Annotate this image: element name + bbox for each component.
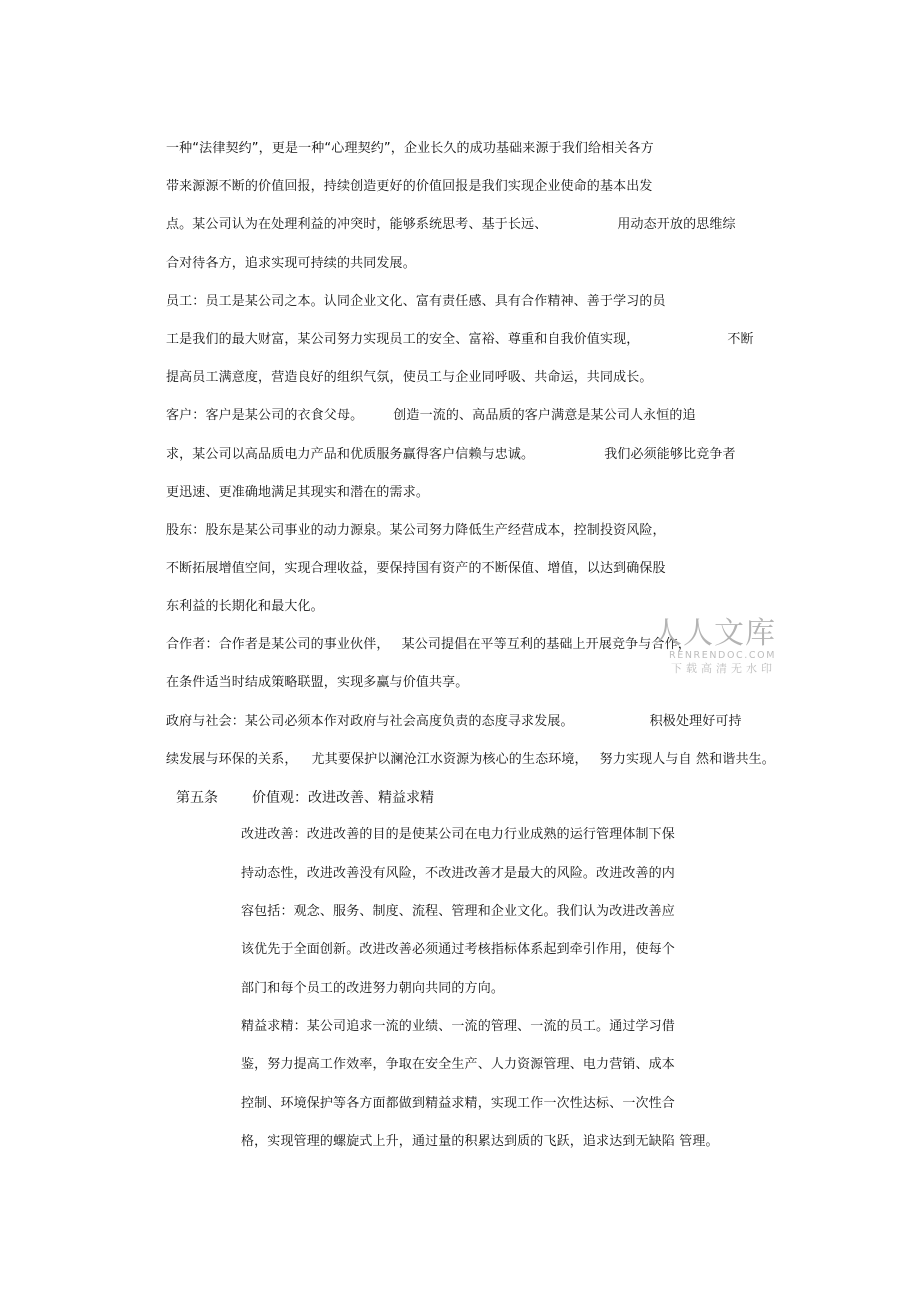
text-line: 员工：员工是某公司之本。认同企业文化、富有责任感、具有合作精神、善于学习的员	[166, 294, 666, 309]
article-number: 第五条	[176, 790, 218, 806]
text-line: 控制、环境保护等各方面都做到精益求精，实现工作一次性达标、一次性合	[241, 1096, 675, 1111]
text-line: 提高员工满意度，营造良好的组织气氛，使员工与企业同呼吸、共命运，共同成长。	[166, 370, 653, 385]
article-title: 价值观：改进改善、精益求精	[252, 790, 434, 806]
text-segment: 努力实现人与自 然和谐共生。	[599, 752, 775, 767]
text-line: 该优先于全面创新。改进改善必须通过考核指标体系起到牵引作用，使每个	[241, 942, 675, 957]
text-segment: 尤其要保护以澜沧江水资源为核心的生态环境，	[311, 752, 588, 767]
text-line: 东利益的长期化和最大化。	[166, 599, 324, 614]
text-segment: 合作者：合作者是某公司的事业伙伴，	[166, 637, 390, 652]
watermark	[646, 618, 776, 676]
text-line: 带来源源不断的价值回报，持续创造更好的价值回报是我们实现企业使命的基本出发	[166, 179, 653, 194]
text-segment: 我们必须能够比竞争者	[604, 447, 736, 462]
text-line: 改进改善：改进改善的目的是使某公司在电力行业成熟的运行管理体制下保	[241, 827, 675, 842]
text-segment: 求，某公司以高品质电力产品和优质服务赢得客户信赖与忠诚。	[166, 447, 535, 462]
watermark-tagline: 下载高清无水印	[671, 662, 776, 675]
text-line: 股东：股东是某公司事业的动力源泉。某公司努力降低生产经营成本，控制投资风险，	[166, 523, 666, 538]
watermark-title: 人人文库	[652, 616, 776, 651]
text-line: 不断拓展增值空间，实现合理收益，要保持国有资产的不断保值、增值，以达到确保股	[166, 561, 666, 576]
text-segment: 续发展与环保的关系，	[166, 752, 298, 767]
text-line	[166, 752, 775, 768]
article-heading	[176, 789, 434, 807]
text-line: 合对待各方，追求实现可持续的共同发展。	[166, 256, 416, 271]
text-line: 格，实现管理的螺旋式上升，通过量的积累达到质的飞跃，追求达到无缺陷 管理。	[241, 1134, 719, 1149]
text-segment: 用动态开放的思维综	[617, 217, 736, 232]
text-line: 持动态性，改进改善没有风险，不改进改善才是最大的风险。改进改善的内	[241, 866, 675, 881]
text-segment: 工是我们的最大财富，某公司努力实现员工的安全、富裕、尊重和自我价值实现，	[166, 332, 640, 347]
text-segment: 政府与社会：某公司必须本作对政府与社会高度负责的态度寻求发展。	[166, 714, 574, 729]
text-line: 一种“法律契约”，更是一种“心理契约”，企业长久的成功基础来源于我们给相关各方	[166, 141, 654, 156]
text-line	[166, 637, 691, 653]
text-line	[166, 217, 736, 233]
text-segment: 不断	[727, 332, 754, 347]
text-line: 部门和每个员工的改进努力朝向共同的方向。	[241, 981, 505, 996]
watermark-site: RENRENDOC.COM	[669, 650, 776, 661]
text-line: 精益求精：某公司追求一流的业绩、一流的管理、一流的员工。通过学习借	[241, 1019, 675, 1034]
text-segment: 积极处理好可持	[649, 714, 742, 729]
text-line: 鉴，努力提高工作效率，争取在安全生产、人力资源管理、电力营销、成本	[241, 1057, 675, 1072]
text-line	[166, 447, 736, 463]
text-segment: 创造一流的、高品质的客户满意是某公司人永恒的追	[393, 408, 696, 423]
text-line	[166, 408, 696, 424]
text-line	[166, 332, 754, 348]
text-line	[166, 714, 742, 730]
text-segment: 某公司提倡在平等互利的基础上开展竞争与合作，	[401, 637, 691, 652]
text-line: 更迅速、更准确地满足其现实和潜在的需求。	[166, 485, 430, 500]
text-segment: 客户：客户是某公司的衣食父母。	[166, 408, 364, 423]
text-line: 容包括：观念、服务、制度、流程、管理和企业文化。我们认为改进改善应	[241, 904, 675, 919]
text-segment: 点。某公司认为在处理利益的冲突时，能够系统思考、基于长远、	[166, 217, 548, 232]
text-line: 在条件适当时结成策略联盟，实现多赢与价值共享。	[166, 675, 469, 690]
